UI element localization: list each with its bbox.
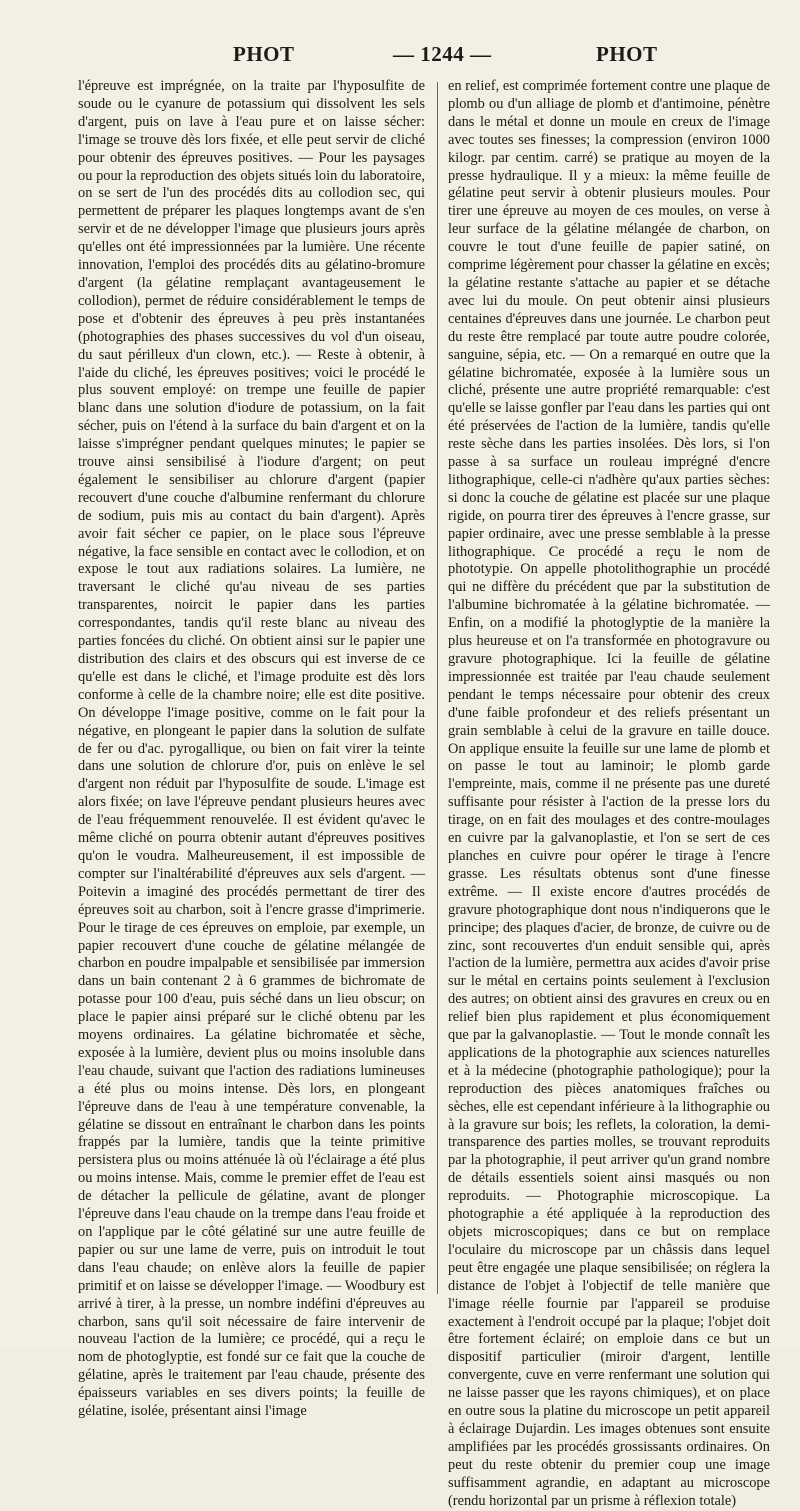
left-text-column [78,78,425,1421]
right-column-text: en relief, est comprimée fortement contre une plaque de plomb ou d'un alliage de plomb et d'antimoine, pénètre dans le métal et donne un moule en creux de l'image avec toutes ses finesses; la compression (environ 1000 kilogr. par centim. carré) se pratique au moyen de la presse hydraulique. Il y a mieux: la même feuille de gélatine peut servir à obtenir plusieurs moules. Pour tirer une épreuve au moyen de ces moules, on verse à leur surface de la gélatine mélangée de charbon, on couvre le tout d'une feuille de papier satiné, on comprime légèrement pour chasser la gélatine en excès; la gélatine restante s'attache au papier et se détache avec lui du moule. On peut obtenir ainsi plusieurs centaines d'épreuves dans une journée. Le charbon peut du reste être remplacé par toute autre poudre colorée, sanguine, sépia, etc. — On a remarqué en outre que la gélatine bichromatée, exposée à la lumière sous un cliché, présente une autre propriété remarquable: c'est qu'elle se laisse gonfler par l'eau dans les parties qui ont été préservées de l'action de la lumière, tandis qu'elle reste sèche dans les parties insolées. Dès lors, si l'on passe à sa surface un rouleau imprégné d'encre lithographique, celle-ci n'adhère qu'aux parties sèches: si donc la couche de gélatine est placée sur une plaque rigide, on pourra tirer des épreuves à l'encre grasse, sur papier ordinaire, avec une presse semblable à la presse lithographique. Ce procédé a reçu le nom de phototypie. On appelle photolithographie un procédé qui ne diffère du précédent que par la substitution de l'albumine bichromatée à la gélatine bichromatée. — Enfin, on a modifié la photoglyptie de la manière la plus heureuse et on l'a transformée en photogravure ou gravure photographique. Ici la feuille de gélatine impressionnée est traitée par l'eau chaude seulement pendant le temps nécessaire pour obtenir des creux d'une faible profondeur et des reliefs présentant un grain semblable à celui de la gravure en taille douce. On applique ensuite la feuille sur une lame de plomb et on passe le tout au laminoir; le plomb garde l'empreinte, mais, comme il ne présente pas une dureté suffisante pour résister à l'action de la presse lors du tirage, on en fait des moulages et des contre-moulages en cuivre par la galvanoplastie, et l'on se sert de ces planches en cuivre pour opérer le tirage à l'encre grasse. Les résultats obtenus sont d'une finesse extrême. — Il existe encore d'autres procédés de gravure photographique dont nous n'indiquerons que le principe; des plaques d'acier, de bronze, de cuivre ou de zinc, sont recouvertes d'un enduit sensible qui, après l'action de la lumière, permettra aux acides d'avoir prise sur le métal en certains points seulement à l'exclusion des autres; on obtient ainsi des gravures en creux ou en relief bien plus rapidement et plus économiquement que par la galvanoplastie. — Tout le monde connaît les applications de la photographie aux sciences naturelles et à la médecine (photographie pathologique); pour la reproduction des pièces anatomiques fraîches ou sèches, elle est cependant inférieure à la lithographie ou à la gravure sur bois; les reflets, la coloration, la demi-transparence des parties molles, se trouvant reproduits par la photographie, il peut arriver qu'un grand nombre de détails essentiels soient ainsi masqués ou non reproduits. — Photographie microscopique. La photographie a été appliquée à la reproduction des objets microscopiques; dans ce but on remplace l'oculaire du microscope par un châssis dans lequel peut être engagée une plaque sensibilisée; on réglera la distance de l'objet à l'objectif de telle manière que l'image réelle fournie par l'appareil se produise exactement à l'endroit occupé par la plaque; l'objet doit être fortement éclairé; on emploie dans ce but un dispositif particulier (miroir d'argent, lentille convergente, cuve en verre renfermant une solution qui ne laisse passer que les rayons chimiques), et on place en outre sous la platine du microscope un petit appareil à éclairage Dujardin. Les images obtenues sont ensuite amplifiées par les procédés grossissants ordinaires. On peut du reste obtenir du premier coup une image suffisamment agrandie, en adaptant au microscope (rendu horizontal par un prisme à réflexion totale) [448,78,770,1509]
left-column-text: l'épreuve est imprégnée, on la traite par l'hyposulfite de soude ou le cyanure de potassium qui dissolvent les sels d'argent, puis on lave à l'eau pure et on laisse sécher: l'image se trouve dès lors fixée, et elle peut servir de cliché pour obtenir des épreuves positives. — Pour les paysages ou pour la reproduction des objets situés loin du laboratoire, on se sert de l'un des procédés dits au collodion sec, qui permettent de préparer les plaques longtemps avant de s'en servir et de ne développer l'image que plusieurs jours après qu'elles ont été impressionnées par la lumière. Une récente innovation, l'emploi des procédés dits au gélatino-bromure d'argent (la gélatine remplaçant avantageusement le collodion), permet de réduire considérablement le temps de pose et d'obtenir des épreuves à peu près instantanées (photographies des phases successives du vol d'un oiseau, du saut périlleux d'un clown, etc.). — Reste à obtenir, à l'aide du cliché, les épreuves positives; voici le procédé le plus souvent employé: on trempe une feuille de papier blanc dans une solution d'iodure de potassium, on la fait sécher, puis on l'étend à la surface du bain d'argent et on la laisse s'imprégner pendant quelques minutes; le papier se trouve ainsi sensibilisé à l'iodure d'argent; on peut également le sensibiliser au chlorure d'argent (papier recouvert d'une couche d'albumine renfermant du chlorure de sodium, puis mis au contact du bain d'argent). Après avoir fait sécher ce papier, on le place sous l'épreuve négative, la face sensible en contact avec le collodion, et on expose le tout aux radiations solaires. La lumière, ne traversant le cliché qu'au niveau de ses parties transparentes, noircit le papier dans les parties correspondantes, tandis qu'il reste blanc au niveau des parties foncées du cliché. On obtient ainsi sur le papier une distribution des clairs et des obscurs qui est inverse de ce qu'elle est dans le cliché, et l'image produite est dès lors conforme à celle de la chambre noire; elle est dite positive. On développe l'image positive, comme on le fait pour la négative, en plongeant le papier dans la solution de sulfate de fer ou d'ac. pyrogallique, ou bien on fait virer la teinte dans une solution de chlorure d'or, puis on enlève le sel d'argent non réduit par l'hyposulfite de soude. L'image est alors fixée; on lave l'épreuve pendant plusieurs heures avec de l'eau fréquemment renouvelée. Il est évident qu'avec le même cliché on pourra obtenir autant d'épreuves positives qu'on le voudra. Malheureusement, il est impossible de compter sur l'inaltérabilité d'épreuves aux sels d'argent. — Poitevin a imaginé des procédés permettant de tirer des épreuves soit au charbon, soit à l'encre grasse d'imprimerie. Pour le tirage de ces épreuves on emploie, par exemple, un papier recouvert d'une couche de gélatine mélangée de charbon en poudre impalpable et sensibilisée par immersion dans un bain contenant 2 à 6 grammes de bichromate de potasse pour 100 d'eau, puis séché dans un lieu obscur; on place le papier ainsi préparé sur le cliché obtenu par les moyens ordinaires. La gélatine bichromatée et sèche, exposée à la lumière, devient plus ou moins insoluble dans l'eau chaude, suivant que l'action des radiations lumineuses a été plus ou moins intense. Dès lors, en plongeant l'épreuve dans de l'eau à une température convenable, la gélatine se dissout en entraînant le charbon dans les points frappés par la lumière, tandis que la teinte primitive persistera plus ou moins atténuée là où l'éclairage a été plus ou moins intense. Mais, comme le premier effet de l'eau est de détacher la pellicule de gélatine, avant de plonger l'épreuve dans l'eau chaude on la trempe dans l'eau froide et on l'applique par le côté gélatiné sur une autre feuille de papier ou sur une lame de verre, puis on introduit le tout dans l'eau chaude; on enlève alors la feuille de papier primitif et on laisse se développer l'image. — Woodbury est arrivé à tirer, à la presse, un nombre indéfini d'épreuves au charbon, sans qu'il soit nécessaire de faire intervenir de nouveau l'action de la lumière; ce procédé, qui a reçu le nom de photoglyptie, est fondé sur ce fait que la couche de gélatine, après le traitement par l'eau chaude, présente des épaisseurs variables en ses divers points; la feuille de gélatine, isolée, présentant ainsi l'image [78,78,425,1420]
running-head-right: PHOT [596,42,658,66]
page-header [0,40,800,80]
running-head-left: PHOT [233,42,295,66]
column-divider [437,82,438,1294]
right-text-column [448,78,770,1511]
page-number: — 1244 — [393,42,492,66]
